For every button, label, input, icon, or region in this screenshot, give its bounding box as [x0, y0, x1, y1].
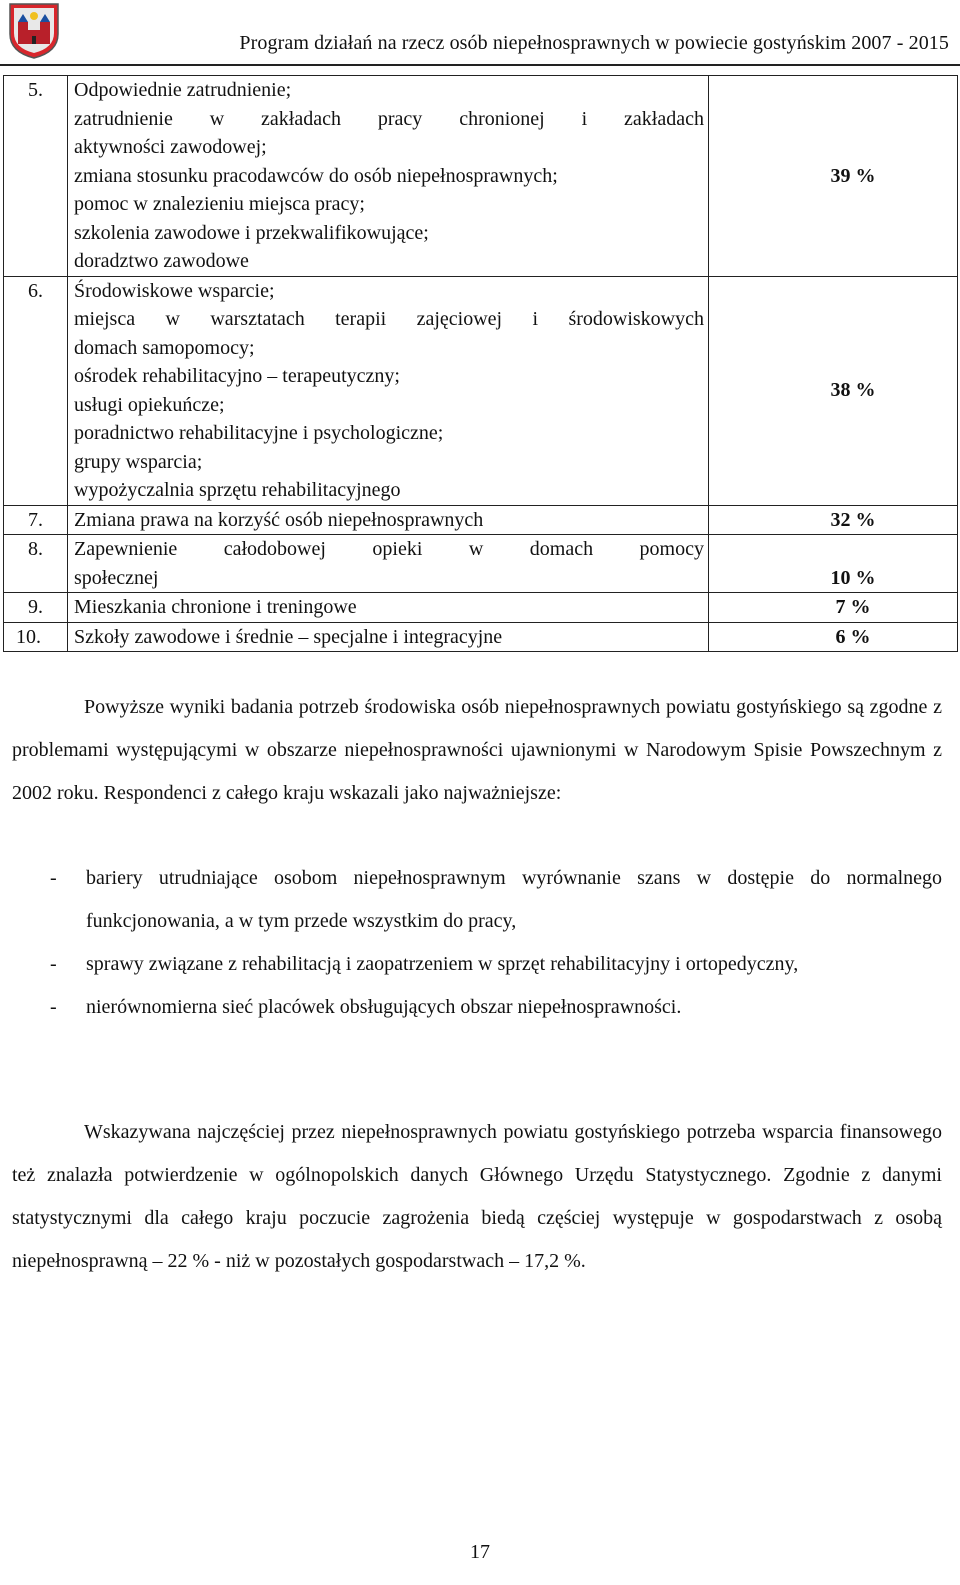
page-header [0, 0, 960, 68]
description-line: Szkoły zawodowe i średnie – specjalne i integracyjne [74, 625, 503, 648]
row-percentage: 32 % [709, 505, 958, 535]
bullet-text: sprawy związane z rehabilitacją i zaopatrzeniem w sprzęt rehabilitacyjny i ortopedyczny, [86, 953, 799, 975]
description-line: miejsca w warsztatach terapii zajęciowej i środowiskowych [74, 308, 704, 330]
description-line: pomoc w znalezieniu miejsca pracy; [74, 193, 365, 215]
table-row [4, 622, 958, 652]
bullet-dash: - [50, 953, 57, 975]
paragraph-text: Powyższe wyniki badania potrzeb środowiska osób niepełnosprawnych powiatu gostyńskiego są zgodne z problemami występującymi w obszarze niepełnosprawności ujawnionymi w Narodowym Spisie Powszechnym z 2002 roku. Respondenci z całego kraju wskazali jako najważniejsze: [12, 696, 942, 804]
description-line: Zmiana prawa na korzyść osób niepełnosprawnych [74, 508, 484, 531]
description-line: szkolenia zawodowe i przekwalifikowujące; [74, 221, 429, 244]
list-item [12, 986, 942, 1029]
header-divider [0, 64, 960, 66]
row-percentage: 38 % [709, 276, 958, 505]
description-line: domach samopomocy; [74, 336, 255, 359]
description-line: grupy wsparcia; [74, 450, 203, 473]
row-description [68, 276, 709, 505]
description-line: aktywności zawodowej; [74, 136, 267, 158]
description-line: Mieszkania chronione i treningowe [74, 596, 357, 618]
statistics-paragraph [12, 1111, 942, 1283]
row-percentage: 6 % [709, 622, 958, 652]
description-line: zmiana stosunku pracodawców do osób niepełnosprawnych; [74, 164, 558, 187]
description-line: poradnictwo rehabilitacyjne i psychologiczne; [74, 422, 444, 444]
survey-results-table [3, 75, 958, 652]
description-line: Odpowiednie zatrudnienie; [74, 79, 292, 101]
row-description [68, 505, 709, 535]
row-description [68, 535, 709, 593]
bullet-list [12, 857, 942, 1029]
table-row [4, 76, 958, 277]
description-line: Zapewnienie całodobowej opieki w domach pomocy [74, 538, 704, 560]
bullet-text: bariery utrudniające osobom niepełnosprawnym wyrównanie szans w dostępie do normalnego funkcjonowania, a w tym przede wszystkim do pracy, [86, 867, 942, 932]
table-row [4, 593, 958, 623]
summary-paragraph [12, 686, 942, 815]
description-line: doradztwo zawodowe [74, 250, 249, 272]
row-percentage: 7 % [709, 593, 958, 623]
table-row [4, 276, 958, 505]
list-item [12, 857, 942, 943]
list-item [12, 943, 942, 986]
description-line: zatrudnienie w zakładach pracy chronionej i zakładach [74, 107, 704, 130]
description-line: wypożyczalnia sprzętu rehabilitacyjnego [74, 479, 401, 501]
row-number: 5. [4, 76, 68, 277]
row-number: 7. [4, 505, 68, 535]
description-line: społecznej [74, 566, 159, 589]
row-description [68, 593, 709, 623]
row-description [68, 76, 709, 277]
row-number: 8. [4, 535, 68, 593]
coat-of-arms-icon [8, 2, 60, 60]
page-number: 17 [470, 1541, 490, 1563]
bullet-dash: - [50, 996, 57, 1018]
row-description [68, 622, 709, 652]
row-number: 10. [4, 622, 68, 652]
table-row [4, 505, 958, 535]
document-title: Program działań na rzecz osób niepełnosprawnych w powiecie gostyńskim 2007 - 2015 [239, 32, 949, 54]
description-line: usługi opiekuńcze; [74, 393, 225, 416]
bullet-text: nierównomierna sieć placówek obsługujących obszar niepełnosprawności. [86, 996, 682, 1018]
bullet-dash: - [50, 867, 57, 889]
row-percentage: 10 % [709, 535, 958, 593]
description-line: Środowiskowe wsparcie; [74, 279, 275, 302]
row-percentage: 39 % [709, 76, 958, 277]
row-number: 9. [4, 593, 68, 623]
paragraph-text: Wskazywana najczęściej przez niepełnosprawnych powiatu gostyńskiego potrzeba wsparcia finansowego też znalazła potwierdzenie w ogólnopolskich danych Głównego Urzędu Statystycznego. Zgodnie z danymi statystycznymi dla całego kraju poczucie zagrożenia biedą częściej występuje w gospodarstwach z osobą niepełnosprawną – 22 % - niż w pozostałych gospodarstwach – 17,2 %. [12, 1121, 942, 1272]
table-row [4, 535, 958, 593]
description-line: ośrodek rehabilitacyjno – terapeutyczny; [74, 365, 400, 387]
row-number: 6. [4, 276, 68, 505]
